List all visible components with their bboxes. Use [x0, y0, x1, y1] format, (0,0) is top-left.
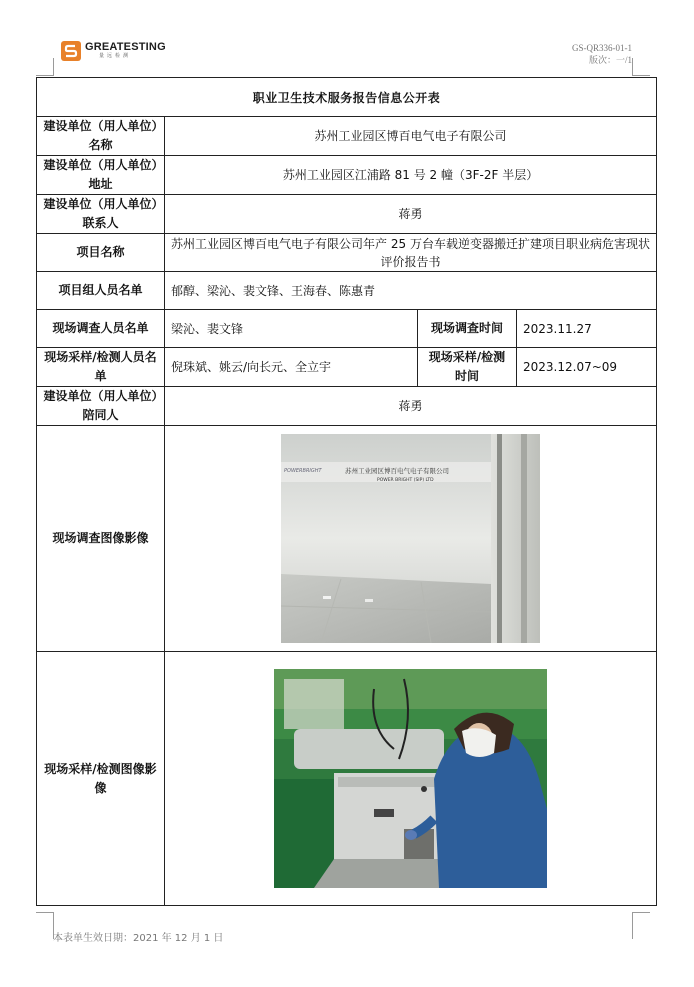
project-name-value: 苏州工业园区博百电气电子有限公司年产 25 万台车载逆变器搬迁扩建项目职业病危害现状评价报告书 — [165, 234, 657, 272]
document-number: GS-QR336-01-1 — [572, 43, 632, 53]
survey-time-label: 现场调查时间 — [418, 310, 517, 348]
unit-name-value: 苏州工业园区博百电气电子有限公司 — [165, 117, 657, 156]
survey-photo-label: 现场调查图像影像 — [37, 426, 165, 652]
sampling-staff-value: 倪珠斌、姚云/向长元、全立宇 — [165, 348, 418, 387]
sampling-time-label: 现场采样/检测时间 — [418, 348, 517, 387]
survey-staff-value: 梁沁、裴文锋 — [165, 310, 418, 348]
escort-value: 蒋勇 — [165, 387, 657, 426]
survey-staff-label: 现场调查人员名单 — [37, 310, 165, 348]
sampling-photo — [274, 669, 547, 888]
sampling-photo-label: 现场采样/检测图像影像 — [37, 652, 165, 906]
logo-mark-icon — [61, 41, 81, 61]
sampling-photo-cell — [165, 652, 657, 906]
escort-label: 建设单位（用人单位）陪同人 — [37, 387, 165, 426]
page-title: 职业卫生技术服务报告信息公开表 — [37, 78, 657, 117]
team-value: 郁醇、梁沁、裴文锋、王海春、陈惠青 — [165, 272, 657, 310]
survey-photo — [281, 434, 540, 643]
sampling-time-value: 2023.12.07~09 — [517, 348, 657, 387]
contact-label: 建设单位（用人单位）联系人 — [37, 195, 165, 234]
info-table — [36, 77, 657, 906]
sampling-staff-label: 现场采样/检测人员名单 — [37, 348, 165, 387]
document-version: 版次：一/1 — [588, 55, 632, 65]
crop-mark-bottom-right — [632, 912, 650, 939]
wall-sign-cn: 苏州工业园区博百电气电子有限公司 — [345, 467, 449, 475]
survey-time-value: 2023.11.27 — [517, 310, 657, 348]
wall-sign-en: POWER BRIGHT (SIP) LTD — [377, 478, 434, 483]
team-label: 项目组人员名单 — [37, 272, 165, 310]
project-name-label: 项目名称 — [37, 234, 165, 272]
logo-name: GREATESTING — [85, 41, 166, 53]
survey-photo-cell — [165, 426, 657, 652]
unit-name-label: 建设单位（用人单位）名称 — [37, 117, 165, 156]
svg-text:POWERBRIGHT: POWERBRIGHT — [284, 468, 322, 474]
company-logo — [61, 40, 166, 62]
footer-effective-date: 本表单生效日期：2021 年 12 月 1 日 — [53, 933, 224, 944]
crop-mark-bottom-left — [36, 912, 54, 939]
unit-address-value: 苏州工业园区江浦路 81 号 2 幢（3F-2F 半层） — [165, 156, 657, 195]
logo-subtitle: 量远检测 — [99, 53, 132, 59]
crop-mark-top-right — [632, 58, 650, 76]
crop-mark-top-left — [36, 58, 54, 76]
document-code — [572, 42, 632, 66]
unit-address-label: 建设单位（用人单位）地址 — [37, 156, 165, 195]
contact-value: 蒋勇 — [165, 195, 657, 234]
